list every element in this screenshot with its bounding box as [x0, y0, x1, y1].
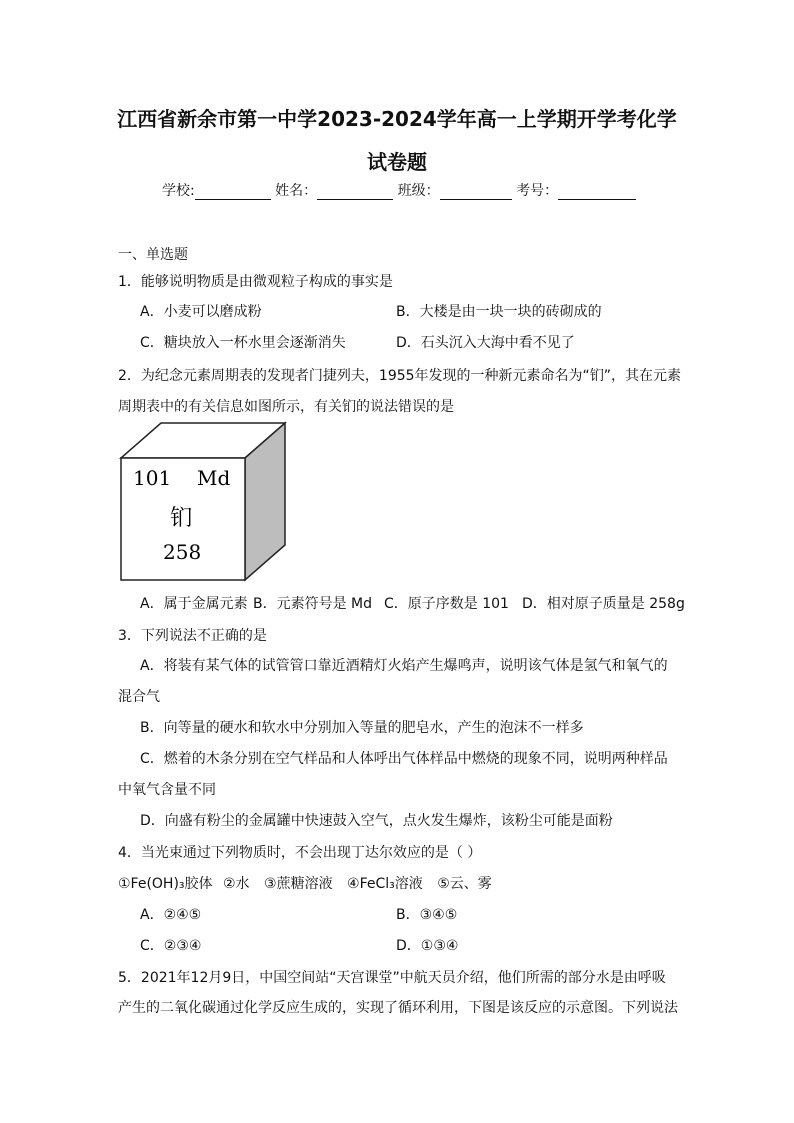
question-5-stem-line1: 5．2021年12月9日，中国空间站“天宫课堂”中航天员介绍，他们所需的部分水是由呼吸: [118, 970, 666, 986]
class-blank[interactable]: [440, 185, 512, 200]
question-3-option-c-line2: 中氧气含量不同: [118, 782, 216, 798]
question-4-item-3: ③蔗糖溶液: [264, 876, 333, 892]
question-3-option-a-line1: A．将装有某气体的试管管口靠近酒精灯火焰产生爆鸣声，说明该气体是氢气和氧气的: [140, 658, 668, 674]
question-3-option-d: D．向盛有粉尘的金属罐中快速鼓入空气，点火发生爆炸，该粉尘可能是面粉: [140, 813, 613, 829]
atomic-number: 101: [133, 466, 172, 490]
element-symbol: Md: [197, 466, 231, 490]
question-4-item-4: ④FeCl₃溶液: [347, 876, 423, 892]
question-4-option-d: D．①③④: [396, 938, 459, 954]
element-name: 钔: [170, 506, 193, 531]
question-4-item-1: ①Fe(OH)₃胶体: [118, 876, 213, 892]
question-4-option-c: C．②③④: [140, 938, 202, 954]
question-2-stem-line2: 周期表中的有关信息如图所示，有关钔的说法错误的是: [118, 399, 454, 415]
question-5-stem-line2: 产生的二氧化碳通过化学反应生成的，实现了循环利用，下图是该反应的示意图。下列说法: [118, 1000, 678, 1016]
question-3-option-c-line1: C．燃着的木条分别在空气样品和人体呼出气体样品中燃烧的现象不同，说明两种样品: [140, 751, 668, 767]
element-card-figure: [119, 420, 287, 584]
school-blank[interactable]: [195, 185, 271, 200]
question-4-option-b: B．③④⑤: [396, 907, 458, 923]
section-heading: 一、单选题: [118, 247, 188, 263]
question-1-option-a: A．小麦可以磨成粉: [140, 304, 262, 320]
exam-title-line2: 试卷题: [367, 150, 427, 174]
question-1-stem: 1．能够说明物质是由微观粒子构成的事实是: [118, 274, 393, 290]
exam-title-line1: 江西省新余市第一中学2023-2024学年高一上学期开学考化学: [117, 107, 677, 131]
question-4-option-a: A．②④⑤: [140, 907, 202, 923]
question-4-item-5: ⑤云、雾: [437, 876, 492, 892]
name-label: 姓名：: [275, 183, 318, 199]
question-1-option-d: D．石头沉入大海中看不见了: [396, 335, 575, 351]
school-label: 学校:: [162, 183, 195, 199]
question-4-stem: 4．当光束通过下列物质时，不会出现丁达尔效应的是（ ）: [118, 845, 482, 861]
student-info-row: [162, 180, 636, 200]
question-2-option-a: A．属于金属元素: [140, 596, 248, 612]
atomic-mass: 258: [163, 540, 202, 564]
question-3-option-a-line2: 混合气: [118, 689, 160, 705]
question-3-stem: 3．下列说法不正确的是: [118, 628, 267, 644]
question-2-option-d: D．相对原子质量是 258g: [522, 596, 685, 612]
exam-number-blank[interactable]: [558, 185, 636, 200]
question-1-option-c: C．糖块放入一杯水里会逐渐消失: [140, 335, 346, 351]
question-2-stem-line1: 2．为纪念元素周期表的发现者门捷列夫，1955年发现的一种新元素命名为“钔”，其在元素: [118, 368, 682, 384]
question-4-item-2: ②水: [223, 876, 250, 892]
name-blank[interactable]: [317, 185, 393, 200]
exam-number-label: 考号：: [516, 183, 559, 199]
question-3-option-b: B．向等量的硬水和软水中分别加入等量的肥皂水，产生的泡沫不一样多: [140, 720, 584, 736]
question-2-option-b: B．元素符号是 Md: [253, 596, 373, 612]
question-4-items: [118, 873, 492, 893]
class-label: 班级：: [397, 183, 440, 199]
question-1-option-b: B．大楼是由一块一块的砖砌成的: [396, 304, 602, 320]
question-2-option-c: C．原子序数是 101: [384, 596, 509, 612]
